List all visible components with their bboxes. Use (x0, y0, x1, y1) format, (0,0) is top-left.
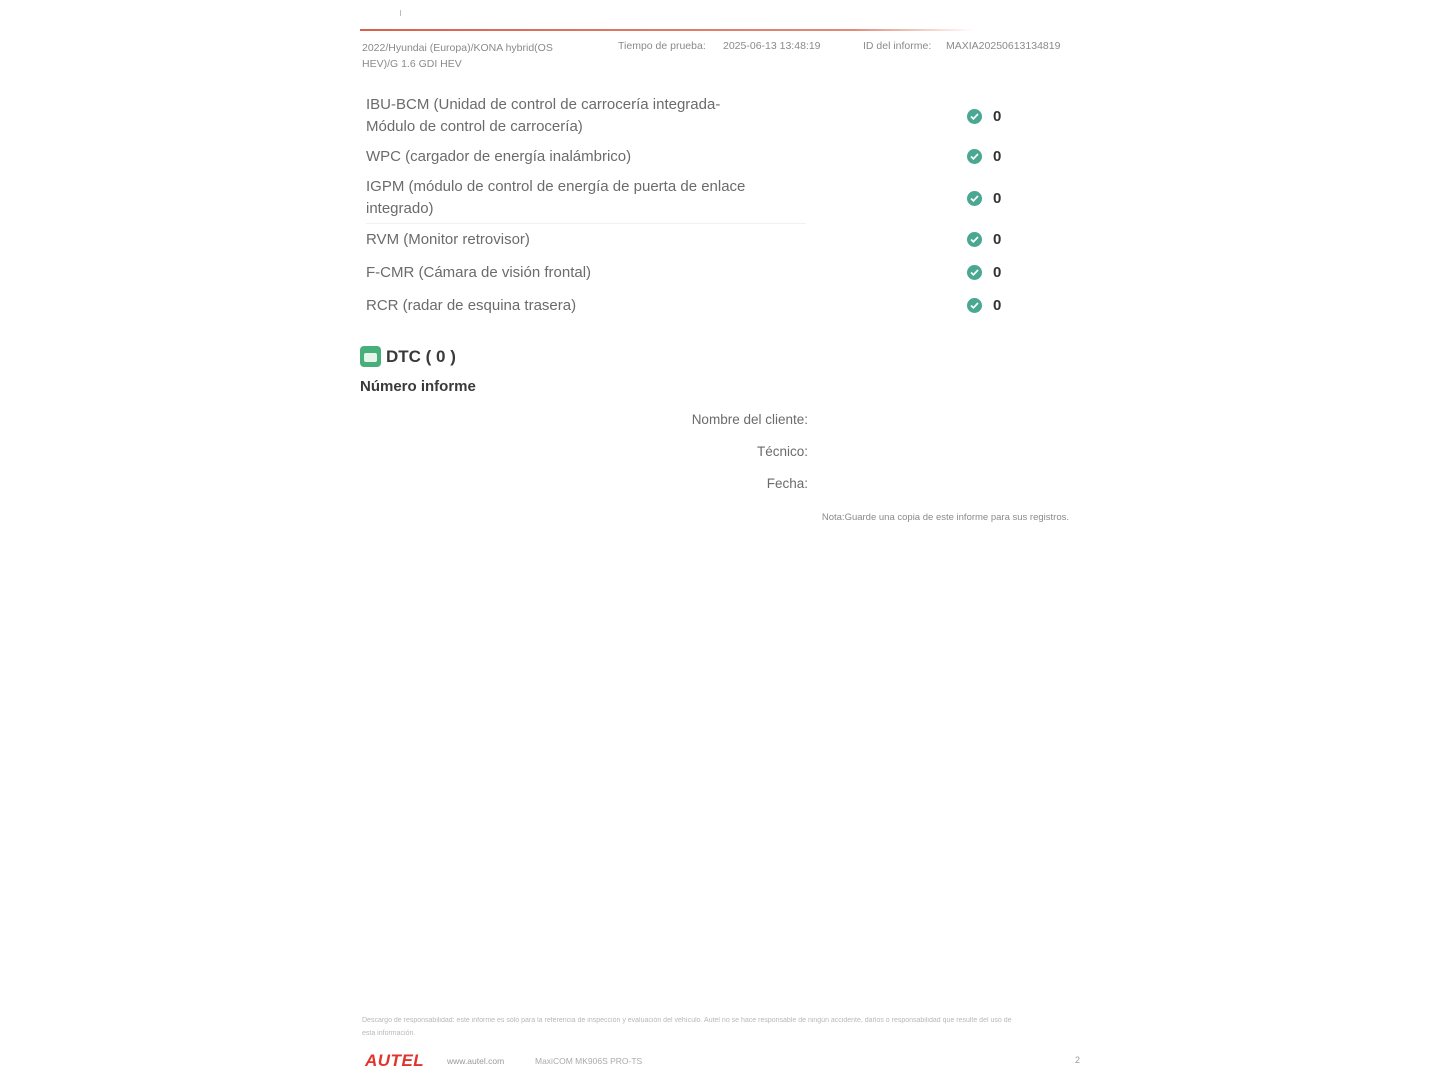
module-status (967, 190, 1001, 207)
module-name: RCR (radar de esquina trasera) (366, 296, 577, 314)
save-copy-note: Nota:Guarde una copia de este informe para sus registros. (821, 512, 1069, 523)
customer-name-label: Nombre del cliente: (691, 412, 808, 427)
module-name: IBU-BCM (Unidad de control de carrocería integrada-Módulo de control de carrocería) (366, 96, 721, 135)
module-status (967, 231, 1001, 248)
page-number: 2 (1074, 1055, 1080, 1065)
module-row (362, 223, 1022, 256)
test-time-label: Tiempo de prueba: (618, 40, 706, 52)
dtc-count: 0 (993, 231, 1002, 248)
module-status (967, 264, 1001, 281)
check-circle-icon (967, 109, 982, 124)
date-label: Fecha: (766, 476, 808, 491)
top-tick-mark (400, 10, 401, 16)
header-rule (360, 29, 975, 31)
module-name: IGPM (módulo de control de energía de puerta de enlace integrado) (366, 178, 746, 217)
check-circle-icon (967, 265, 982, 280)
test-time-value: 2025-06-13 13:48:19 (723, 40, 821, 52)
footer-disclaimer: Descargo de responsabilidad: este informe es sólo para la referencia de inspección y evaluación del vehículo. Autel no se hace responsable de ningún accidente, daños o responsabilidad que resulte del uso de esta información. (362, 1017, 1012, 1037)
dtc-count: 0 (993, 297, 1002, 314)
footer-device-name: MaxiCOM MK906S PRO-TS (535, 1056, 643, 1066)
footer-website: www.autel.com (447, 1056, 505, 1066)
module-name: WPC (cargador de energía inalámbrico) (366, 147, 632, 165)
report-id-value: MAXIA20250613134819 (946, 40, 1061, 52)
dtc-section-header (360, 346, 456, 367)
autel-logo: AUTEL (365, 1051, 425, 1070)
module-row (362, 140, 1022, 173)
technician-label: Técnico: (756, 444, 808, 459)
dtc-count: 0 (993, 107, 1002, 125)
module-row (362, 92, 1022, 140)
module-list (362, 92, 1022, 322)
module-status (967, 148, 1001, 165)
module-row (362, 256, 1022, 289)
report-number-label: Número informe (360, 378, 476, 395)
vehicle-info: 2022/Hyundai (Europa)/KONA hybrid(OS HEV)/G 1.6 GDI HEV (362, 42, 553, 70)
module-row (362, 289, 1022, 322)
car-dtc-icon (360, 346, 381, 367)
dtc-count: 0 (993, 148, 1002, 165)
module-status (967, 108, 1001, 125)
module-status (967, 297, 1001, 314)
check-circle-icon (967, 191, 982, 206)
dtc-count: 0 (993, 189, 1002, 207)
report-id-label: ID del informe: (863, 40, 932, 52)
check-circle-icon (967, 232, 982, 247)
module-row (362, 173, 1022, 223)
check-circle-icon (967, 149, 982, 164)
module-name: RVM (Monitor retrovisor) (366, 230, 530, 248)
check-circle-icon (967, 298, 982, 313)
dtc-title: DTC ( 0 ) (386, 346, 456, 366)
module-name: F-CMR (Cámara de visión frontal) (366, 263, 592, 281)
page-footer (365, 1050, 1085, 1072)
dtc-count: 0 (993, 264, 1002, 281)
